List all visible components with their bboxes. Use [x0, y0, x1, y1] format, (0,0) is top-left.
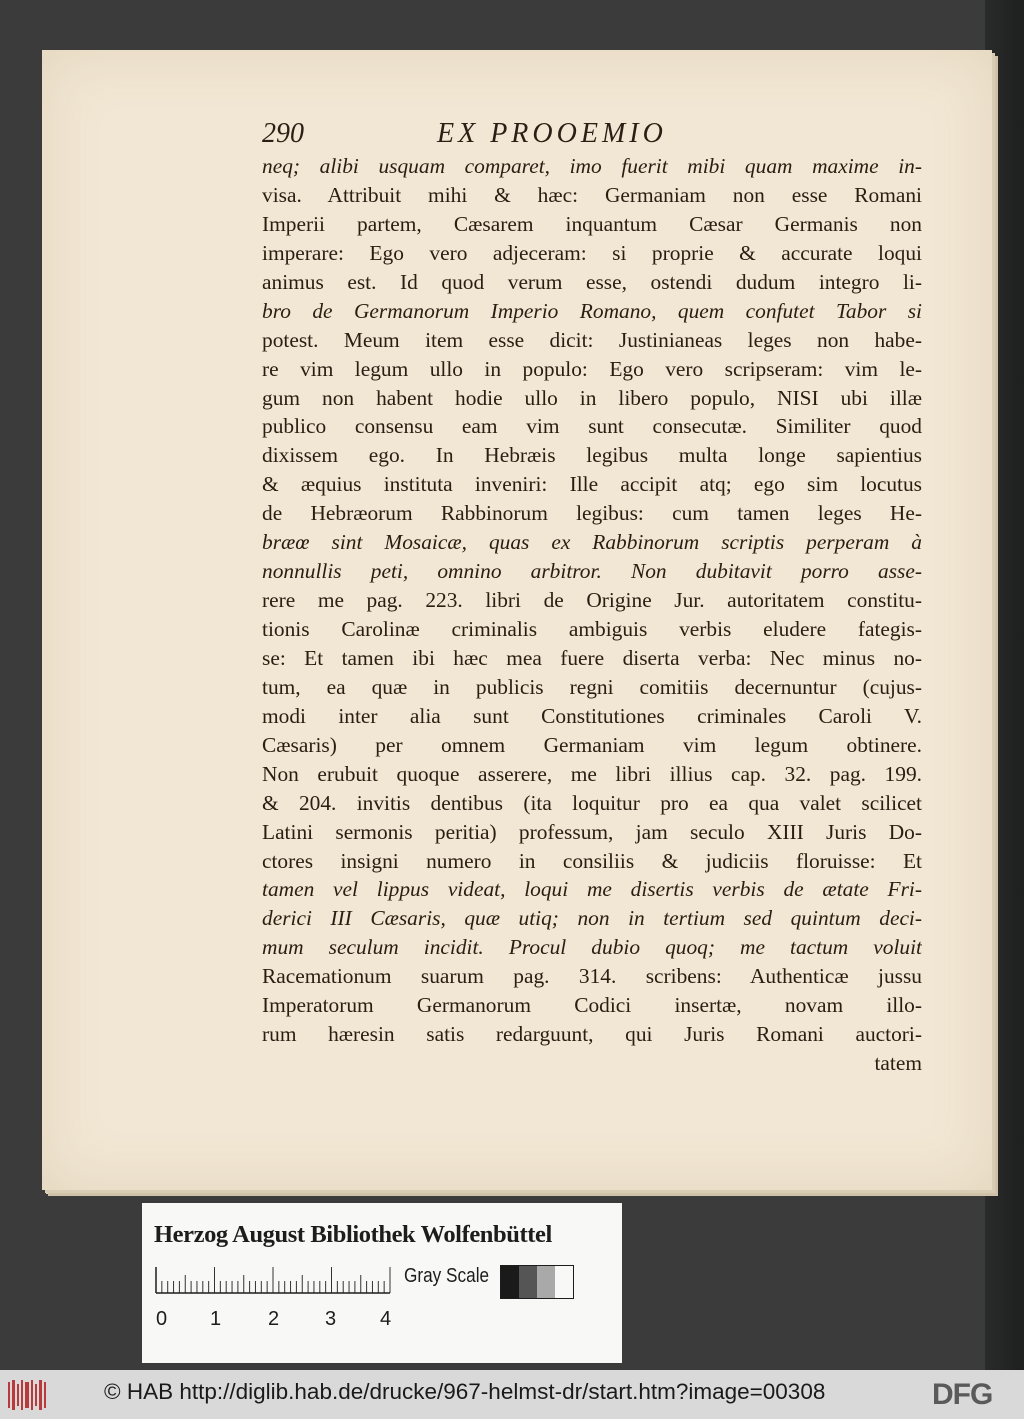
text-line: nonnullis peti, omnino arbitror. Non dubitavit porro asse- [262, 559, 922, 584]
text-line: & 204. invitis dentibus (ita loquitur pro ea qua valet scilicet [262, 790, 922, 815]
text-line: dixissem ego. In Hebræis legibus multa longe sapientius [262, 443, 922, 468]
text-line: neq; alibi usquam comparet, imo fuerit mibi quam maxime in- [262, 154, 922, 178]
ruler-number: 1 [210, 1308, 222, 1330]
text-line: Non erubuit quoque asserere, me libri illius cap. 32. pag. 199. [262, 761, 922, 786]
text-line: rere me pag. 223. libri de Origine Jur. autoritatem constitu- [262, 588, 922, 613]
ruler-number: 0 [156, 1308, 168, 1330]
viewer-footer [0, 1370, 1024, 1419]
text-line: Racemationum suarum pag. 314. scribens: Authenticæ jussu [262, 964, 922, 989]
text-line: derici III Cæsaris, quæ utiq; non in tertium sed quintum deci- [262, 906, 922, 931]
text-line: de Hebræorum Rabbinorum legibus: cum tamen leges He- [262, 501, 922, 526]
ruler-number: 4 [380, 1308, 392, 1330]
text-line: animus est. Id quod verum esse, ostendi dudum integro li- [262, 269, 922, 294]
text-line: bræœ sint Mosaicæ, quas ex Rabbinorum scriptis perperam à [262, 530, 922, 555]
ruler-number: 3 [325, 1308, 337, 1330]
library-name: Herzog August Bibliothek Wolfenbüttel [154, 1221, 552, 1248]
gray-swatch [555, 1266, 573, 1298]
text-line: Latini sermonis peritia) professum, jam seculo XIII Juris Do- [262, 819, 922, 844]
text-line: tamen vel lippus videat, loqui me disertis verbis de ætate Fri- [262, 877, 922, 902]
gray-scale-label: Gray Scale [404, 1265, 490, 1287]
text-line: rum hæresin satis redarguunt, qui Juris Romani auctori- [262, 1022, 922, 1047]
text-line: & æquius instituta inveniri: Ille accipit atq; ego sim locutus [262, 472, 922, 497]
text-line: imperare: Ego vero adjeceram: si proprie & accurate loqui [262, 240, 922, 265]
text-line: modi inter alia sunt Constitutiones criminales Caroli V. [262, 703, 922, 728]
body-text [262, 152, 922, 1078]
text-line: tionis Carolinæ criminalis ambiguis verbis eludere fategis- [262, 617, 922, 641]
text-line: mum seculum incidit. Procul dubio quoq; me tactum voluit [262, 935, 922, 960]
text-line: ctores insigni numero in consiliis & judiciis floruisse: Et [262, 848, 922, 873]
scale-ruler [154, 1263, 394, 1333]
copyright-link[interactable]: © HAB http://diglib.hab.de/drucke/967-helmst-dr/start.htm?image=00308 [104, 1379, 826, 1404]
text-line: Imperii partem, Cæsarem inquantum Cæsar Germanis non [262, 211, 922, 236]
running-head: EX PROOEMIO [437, 118, 667, 149]
gray-swatch [519, 1266, 537, 1298]
text-line: se: Et tamen ibi hæc mea fuere diserta verba: Nec minus no- [262, 645, 922, 670]
text-line: potest. Meum item esse dicit: Justinianeas leges non habe- [262, 327, 922, 352]
gray-swatch [537, 1266, 555, 1298]
page-number: 290 [262, 118, 304, 149]
text-line: tum, ea quæ in publicis regni comitiis decernuntur (cujus- [262, 674, 922, 699]
dfg-logo: DFG [932, 1378, 993, 1411]
text-line: visa. Attribuit mihi & hæc: Germaniam non esse Romani [262, 182, 922, 207]
ruler-number: 2 [268, 1308, 280, 1330]
barcode-icon [8, 1378, 46, 1412]
text-line: gum non habent hodie ullo in libero populo, NISI ubi illæ [262, 385, 922, 410]
text-line: bro de Germanorum Imperio Romano, quem confutet Tabor si [262, 298, 922, 323]
text-line: tatem [874, 1051, 922, 1076]
gray-swatch [501, 1266, 519, 1298]
page-header [262, 118, 922, 154]
library-label-card [142, 1203, 622, 1363]
text-line: publico consensu eam vim sunt consecutæ. Similiter quod [262, 414, 922, 439]
text-line: Imperatorum Germanorum Codici insertæ, novam illo- [262, 993, 922, 1018]
text-line: Cæsaris) per omnem Germaniam vim legum obtinere. [262, 732, 922, 757]
gray-scale-swatches [500, 1265, 574, 1299]
text-line: re vim legum ullo in populo: Ego vero scripseram: vim le- [262, 356, 922, 381]
